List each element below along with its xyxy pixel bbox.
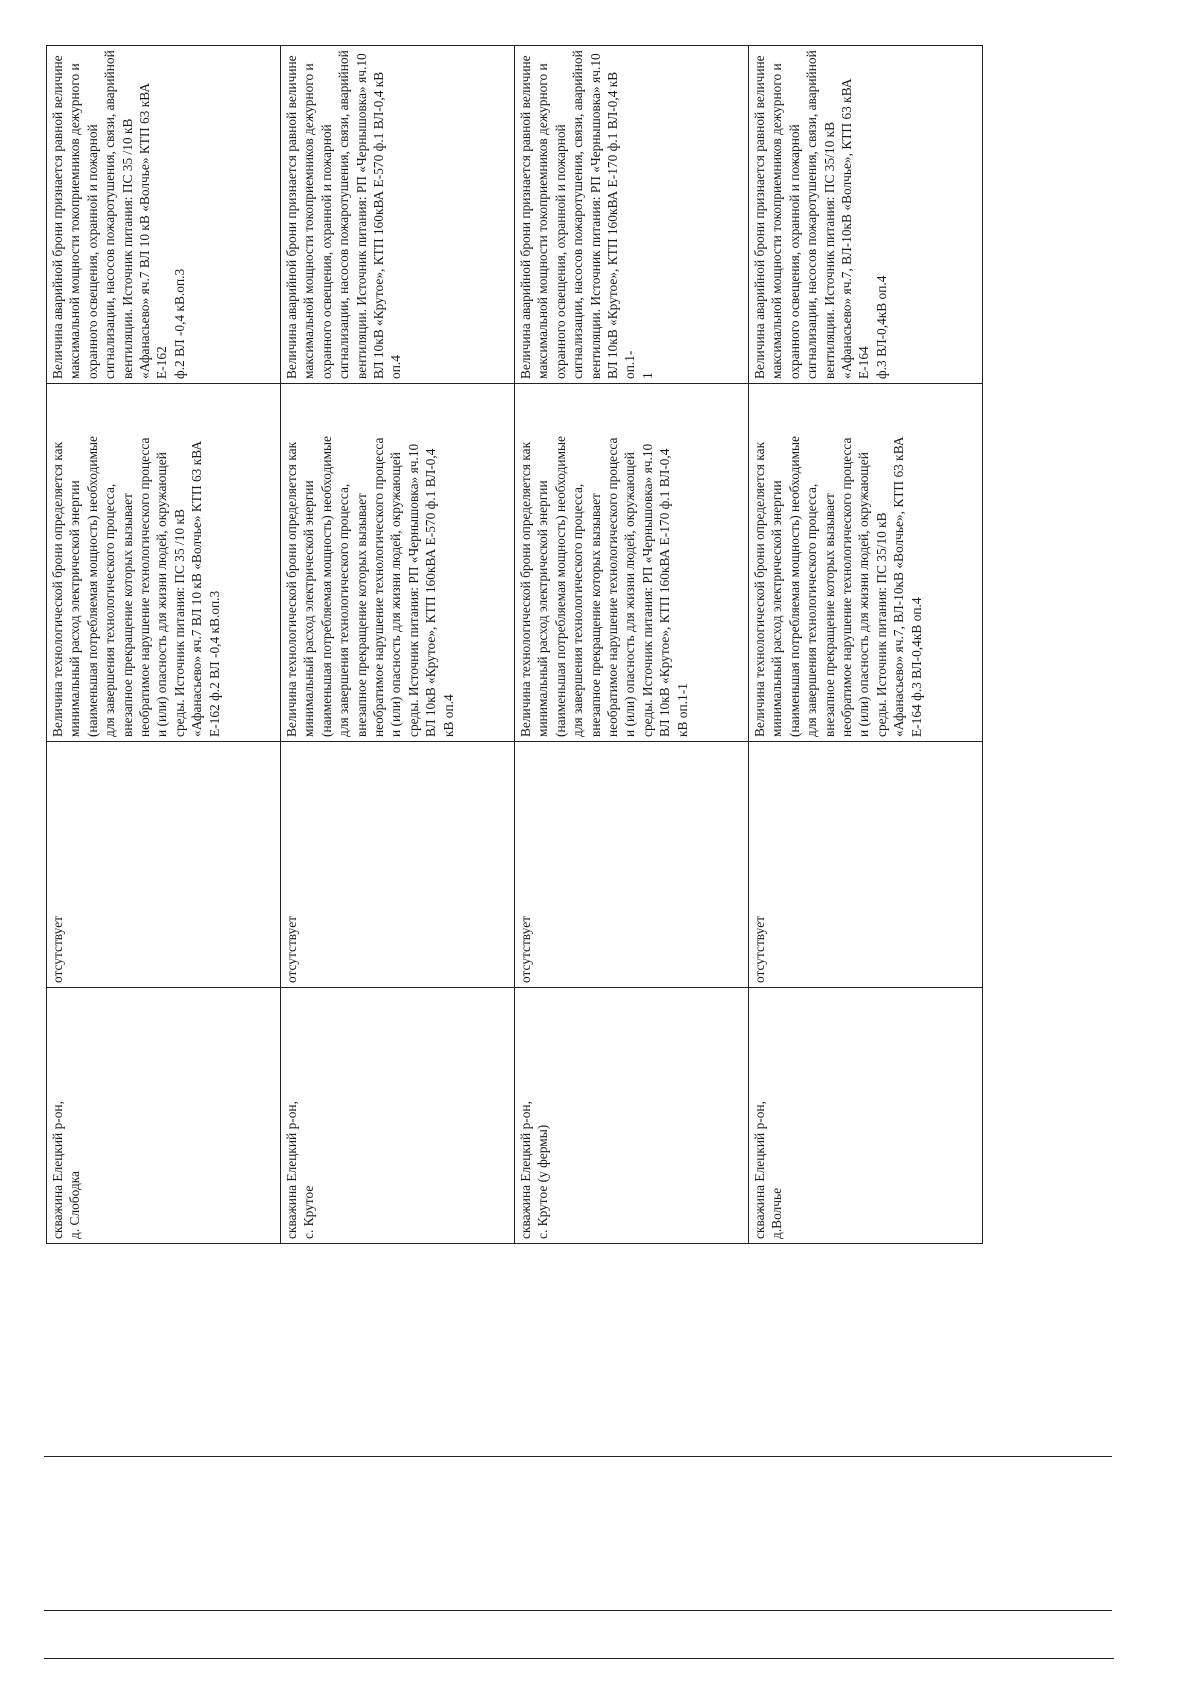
emergency-reserve-text: Величина аварийной брони признается равной величине максимальной мощности токоприемников дежурного и охранного освещения, охранной и пожарной сигнализации, насосов пожаротушения, связи, аварийной вентиляции. Источник питания: РП «Чернышовка» яч.10 ВЛ 10кВ «Крутое», КТП 160кВА Е-170 ф.1 ВЛ-0,4 кВ оп.1- 1 <box>518 50 655 379</box>
object-cell <box>281 988 515 1244</box>
object-cell <box>749 988 983 1244</box>
table-row <box>515 46 749 1244</box>
rotated-page-content <box>46 46 983 1244</box>
alt-source-cell <box>281 742 515 988</box>
table-row <box>47 46 281 1244</box>
object-name: скважина Елецкий р-он, с. Крутое <box>284 1101 317 1239</box>
alt-source-cell <box>515 742 749 988</box>
tech-reserve-cell <box>281 384 515 742</box>
emergency-reserve-cell <box>281 46 515 384</box>
bottom-rule <box>44 1610 1112 1611</box>
alt-source: отсутствует <box>518 916 533 983</box>
tech-reserve-cell <box>515 384 749 742</box>
tech-reserve-text: Величина технологической брони определяется как минимальный расход электрической энергии (наименьшая потребляемая мощность) необходимые для завершения технологического процесса, внезапное прекращение которых вызывает необратимое нарушение технологического процесса и (или) опасность для жизни людей, окружающей среды. Источник питания: РП «Чернышовка» яч.10 ВЛ 10кВ «Крутое», КТП 160кВА Е-570 ф.1 ВЛ-0,4 кВ оп.4 <box>284 435 456 737</box>
object-name: скважина Елецкий р-он, д. Слободка <box>50 1101 83 1239</box>
tech-reserve-cell <box>47 384 281 742</box>
bottom-rule <box>44 1456 1112 1457</box>
alt-source-cell <box>47 742 281 988</box>
alt-source: отсутствует <box>284 916 299 983</box>
emergency-reserve-cell <box>749 46 983 384</box>
table-row <box>749 46 983 1244</box>
object-cell <box>47 988 281 1244</box>
alt-source-cell <box>749 742 983 988</box>
table-row <box>281 46 515 1244</box>
tech-reserve-text: Величина технологической брони определяется как минимальный расход электрической энергии (наименьшая потребляемая мощность) необходимые для завершения технологического процесса, внезапное прекращение которых вызывает необратимое нарушение технологического процесса и (или) опасность для жизни людей, окружающей среды. Источник питания: ПС 35 /10 кВ «Афанасьево» яч.7 ВЛ 10 кВ «Волчье» КТП 63 кВА Е-162 ф.2 ВЛ -0,4 кВ.оп.3 <box>50 435 222 737</box>
tech-reserve-text: Величина технологической брони определяется как минимальный расход электрической энергии (наименьшая потребляемая мощность) необходимые для завершения технологического процесса, внезапное прекращение которых вызывает необратимое нарушение технологического процесса и (или) опасность для жизни людей, окружающей среды. Источник питания: ПС 35/10 кВ «Афанасьево» яч.7, ВЛ-10кВ «Волчье», КТП 63 кВА Е-164 ф.3 ВЛ-0,4кВ оп.4 <box>752 435 924 737</box>
alt-source: отсутствует <box>50 916 65 983</box>
reserve-table <box>46 45 983 1244</box>
emergency-reserve-text: Величина аварийной брони признается равной величине максимальной мощности токоприемников дежурного и охранного освещения, охранной и пожарной сигнализации, насосов пожаротушения, связи, аварийной вентиляции. Источник питания: ПС 35/10 кВ «Афанасьево» яч.7, ВЛ-10кВ «Волчье», КТП 63 кВА Е-164 ф.3 ВЛ-0,4кВ оп.4 <box>752 50 889 379</box>
alt-source: отсутствует <box>752 916 767 983</box>
tech-reserve-text: Величина технологической брони определяется как минимальный расход электрической энергии (наименьшая потребляемая мощность) необходимые для завершения технологического процесса, внезапное прекращение которых вызывает необратимое нарушение технологического процесса и (или) опасность для жизни людей, окружающей среды. Источник питания: РП «Чернышовка» яч.10 ВЛ 10кВ «Крутое», КТП 160кВА Е-170 ф.1 ВЛ-0,4 кВ оп.1-1 <box>518 435 690 737</box>
bottom-rule <box>44 1658 1114 1659</box>
emergency-reserve-cell <box>47 46 281 384</box>
tech-reserve-cell <box>749 384 983 742</box>
object-cell <box>515 988 749 1244</box>
object-name: скважина Елецкий р-он, д.Волчье <box>752 1101 785 1239</box>
emergency-reserve-text: Величина аварийной брони признается равной величине максимальной мощности токоприемников дежурного и охранного освещения, охранной и пожарной сигнализации, насосов пожаротушения, связи, аварийной вентиляции. Источник питания: ПС 35 /10 кВ «Афанасьево» яч.7 ВЛ 10 кВ «Волчье» КТП 63 кВА Е-162 ф.2 ВЛ -0,4 кВ.оп.3 <box>50 50 187 379</box>
object-name: скважина Елецкий р-он, с. Крутое (у фермы) <box>518 1101 551 1239</box>
emergency-reserve-text: Величина аварийной брони признается равной величине максимальной мощности токоприемников дежурного и охранного освещения, охранной и пожарной сигнализации, насосов пожаротушения, связи, аварийной вентиляции. Источник питания: РП «Чернышовка» яч.10 ВЛ 10кВ «Крутое», КТП 160кВА Е-570 ф.1 ВЛ-0,4 кВ оп.4 <box>284 50 404 379</box>
emergency-reserve-cell <box>515 46 749 384</box>
